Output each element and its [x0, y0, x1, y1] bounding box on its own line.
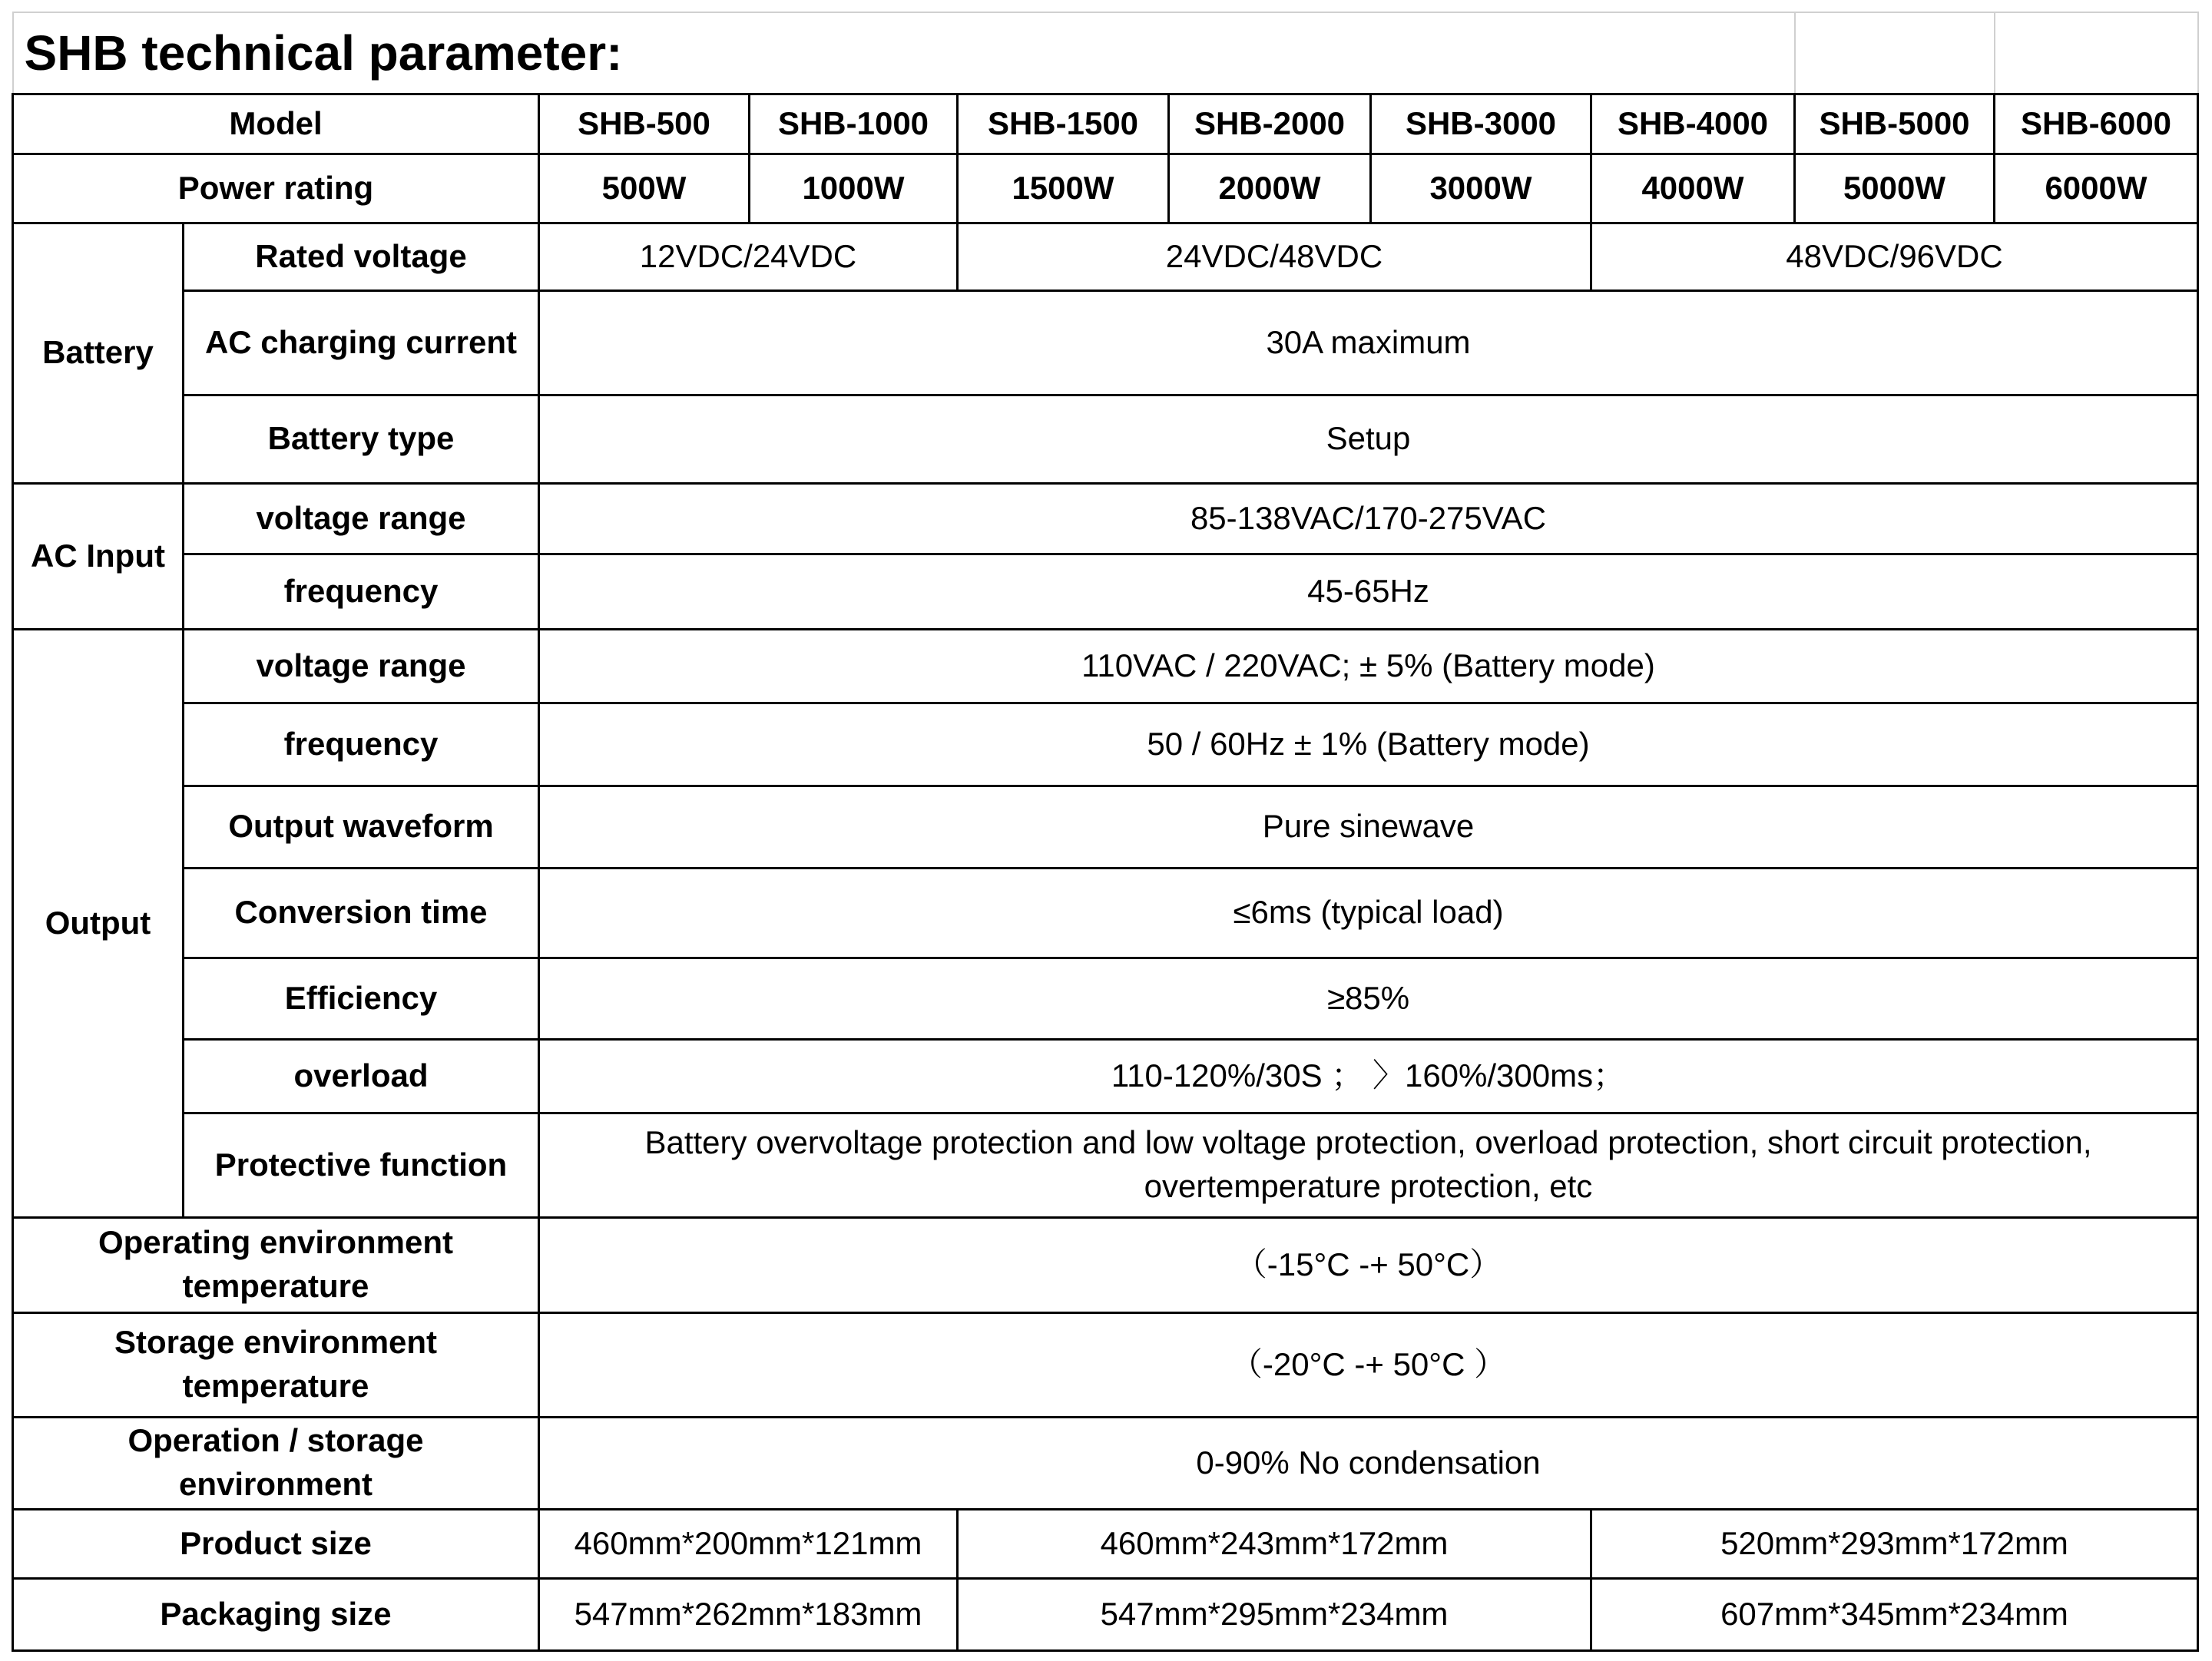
packaging-size-label: Packaging size: [13, 1578, 539, 1650]
storage-temp-value: （-20°C -+ 50°C ）: [539, 1312, 2198, 1417]
power-cell: 2000W: [1169, 154, 1371, 223]
model-cell: SHB-1000: [750, 94, 958, 154]
output-group-label: Output: [13, 629, 184, 1217]
operating-temp-label: Operating environment temperature: [13, 1217, 539, 1312]
battery-type-label: Battery type: [184, 395, 539, 483]
conversion-time-row: [13, 868, 2198, 958]
ac-input-frequency-value: 45-65Hz: [539, 554, 2198, 629]
ac-input-voltage-row: [13, 483, 2198, 554]
ac-input-group-label: AC Input: [13, 483, 184, 629]
power-cell: 3000W: [1371, 154, 1591, 223]
model-row: [13, 94, 2198, 154]
overload-label: overload: [184, 1039, 539, 1113]
ac-charging-label: AC charging current: [184, 290, 539, 395]
storage-temp-row: [13, 1312, 2198, 1417]
product-size-cell: 520mm*293mm*172mm: [1591, 1509, 2198, 1578]
overload-value: 110-120%/30S ； 〉160%/300ms；: [539, 1039, 2198, 1113]
model-cell: SHB-1500: [958, 94, 1169, 154]
ac-input-voltage-label: voltage range: [184, 483, 539, 554]
model-cell: SHB-5000: [1795, 94, 1995, 154]
humidity-row: [13, 1417, 2198, 1509]
humidity-value: 0-90% No condensation: [539, 1417, 2198, 1509]
output-waveform-value: Pure sinewave: [539, 786, 2198, 868]
packaging-size-cell: 607mm*345mm*234mm: [1591, 1578, 2198, 1650]
ac-input-voltage-value: 85-138VAC/170-275VAC: [539, 483, 2198, 554]
battery-type-row: [13, 395, 2198, 483]
page-title: SHB technical parameter:: [13, 12, 1795, 94]
model-cell: SHB-3000: [1371, 94, 1591, 154]
power-label: Power rating: [13, 154, 539, 223]
rated-voltage-cell: 24VDC/48VDC: [958, 223, 1591, 290]
efficiency-value: ≥85%: [539, 958, 2198, 1039]
ac-charging-row: [13, 290, 2198, 395]
packaging-size-cell: 547mm*262mm*183mm: [539, 1578, 958, 1650]
battery-group-label: Battery: [13, 223, 184, 483]
output-waveform-row: [13, 786, 2198, 868]
efficiency-row: [13, 958, 2198, 1039]
power-cell: 500W: [539, 154, 750, 223]
power-cell: 4000W: [1591, 154, 1795, 223]
overload-row: [13, 1039, 2198, 1113]
rated-voltage-cell: 48VDC/96VDC: [1591, 223, 2198, 290]
title-gap-cell: [1995, 12, 2198, 94]
product-size-cell: 460mm*243mm*172mm: [958, 1509, 1591, 1578]
operating-temp-row: [13, 1217, 2198, 1312]
power-cell: 6000W: [1995, 154, 2198, 223]
protective-function-value: Battery overvoltage protection and low voltage protection, overload protection, short circuit protection, overtemperature protection, etc: [539, 1113, 2198, 1217]
model-cell: SHB-4000: [1591, 94, 1795, 154]
battery-rated-voltage-row: [13, 223, 2198, 290]
product-size-row: [13, 1509, 2198, 1578]
power-cell: 1500W: [958, 154, 1169, 223]
conversion-time-label: Conversion time: [184, 868, 539, 958]
ac-input-frequency-row: [13, 554, 2198, 629]
protective-function-label: Protective function: [184, 1113, 539, 1217]
rated-voltage-cell: 12VDC/24VDC: [539, 223, 958, 290]
model-cell: SHB-500: [539, 94, 750, 154]
operating-temp-value: （-15°C -+ 50°C）: [539, 1217, 2198, 1312]
packaging-size-cell: 547mm*295mm*234mm: [958, 1578, 1591, 1650]
output-frequency-row: [13, 703, 2198, 786]
rated-voltage-label: Rated voltage: [184, 223, 539, 290]
product-size-cell: 460mm*200mm*121mm: [539, 1509, 958, 1578]
output-frequency-label: frequency: [184, 703, 539, 786]
model-cell: SHB-2000: [1169, 94, 1371, 154]
power-cell: 5000W: [1795, 154, 1995, 223]
power-cell: 1000W: [750, 154, 958, 223]
power-row: [13, 154, 2198, 223]
battery-type-value: Setup: [539, 395, 2198, 483]
packaging-size-row: [13, 1578, 2198, 1650]
efficiency-label: Efficiency: [184, 958, 539, 1039]
storage-temp-label: Storage environment temperature: [13, 1312, 539, 1417]
output-voltage-value: 110VAC / 220VAC; ± 5% (Battery mode): [539, 629, 2198, 703]
title-row: [13, 12, 2198, 94]
output-voltage-label: voltage range: [184, 629, 539, 703]
spec-table: [12, 12, 2199, 1652]
model-cell: SHB-6000: [1995, 94, 2198, 154]
model-label: Model: [13, 94, 539, 154]
ac-charging-value: 30A maximum: [539, 290, 2198, 395]
product-size-label: Product size: [13, 1509, 539, 1578]
output-voltage-row: [13, 629, 2198, 703]
humidity-label: Operation / storage environment: [13, 1417, 539, 1509]
output-waveform-label: Output waveform: [184, 786, 539, 868]
output-frequency-value: 50 / 60Hz ± 1% (Battery mode): [539, 703, 2198, 786]
title-gap-cell: [1795, 12, 1995, 94]
ac-input-frequency-label: frequency: [184, 554, 539, 629]
protective-function-row: [13, 1113, 2198, 1217]
conversion-time-value: ≤6ms (typical load): [539, 868, 2198, 958]
